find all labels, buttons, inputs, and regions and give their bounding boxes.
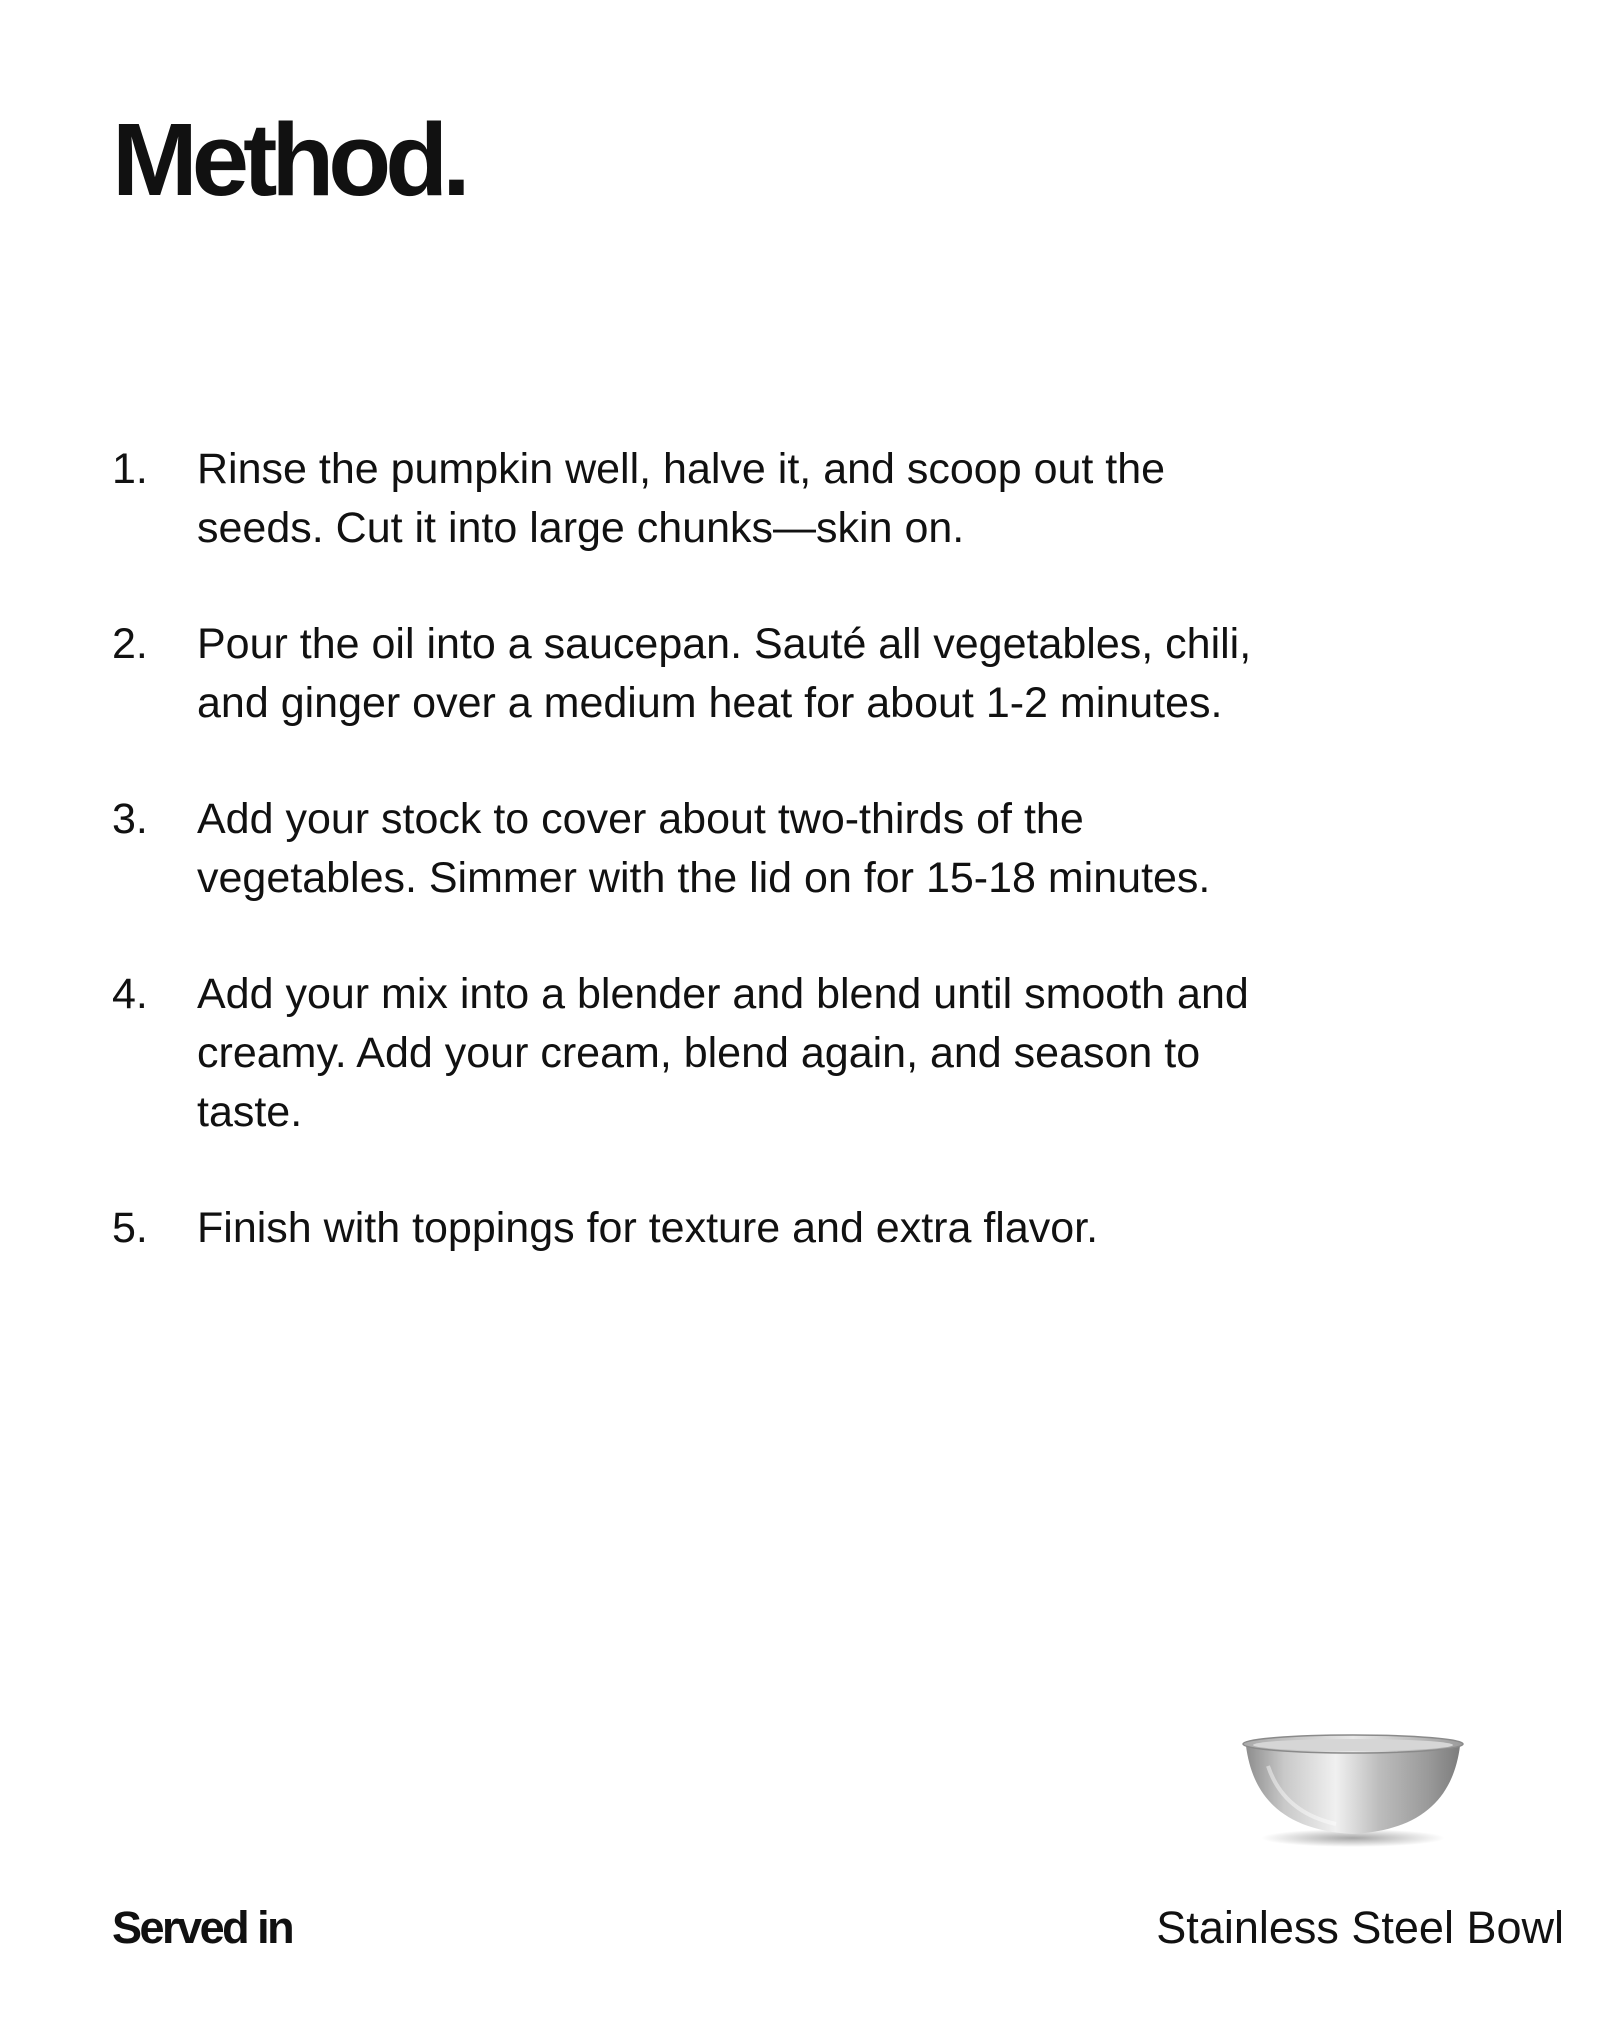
page-title: Method. xyxy=(112,102,465,217)
step-text xyxy=(197,440,1432,558)
step-3 xyxy=(112,790,1432,908)
step-2 xyxy=(112,615,1432,733)
step-text xyxy=(197,615,1432,733)
step-line: taste. xyxy=(197,1088,303,1136)
step-text xyxy=(197,790,1432,908)
step-text xyxy=(197,1199,1432,1258)
step-line: Add your mix into a blender and blend until smooth and xyxy=(197,970,1249,1018)
step-number: 2. xyxy=(112,620,148,668)
step-5 xyxy=(112,1199,1432,1258)
step-4 xyxy=(112,965,1432,1142)
step-text xyxy=(197,965,1432,1142)
step-1 xyxy=(112,440,1432,558)
step-line: Finish with toppings for texture and extra flavor. xyxy=(197,1204,1099,1252)
method-steps-list xyxy=(112,440,1432,1315)
step-line: seeds. Cut it into large chunks—skin on. xyxy=(197,504,965,552)
step-number: 5. xyxy=(112,1204,148,1252)
step-line: Add your stock to cover about two-thirds of the xyxy=(197,795,1084,843)
stainless-steel-bowl-icon xyxy=(1238,1730,1468,1848)
step-number: 4. xyxy=(112,970,148,1018)
step-line: vegetables. Simmer with the lid on for 15-18 minutes. xyxy=(197,854,1211,902)
step-line: and ginger over a medium heat for about 1-2 minutes. xyxy=(197,679,1223,727)
step-line: Rinse the pumpkin well, halve it, and scoop out the xyxy=(197,445,1166,493)
step-line: creamy. Add your cream, blend again, and season to xyxy=(197,1029,1201,1077)
served-in-value: Stainless Steel Bowl xyxy=(1156,1902,1564,1953)
served-in-label: Served in xyxy=(112,1902,293,1953)
step-number: 1. xyxy=(112,445,148,493)
step-number: 3. xyxy=(112,795,148,843)
step-line: Pour the oil into a saucepan. Sauté all vegetables, chili, xyxy=(197,620,1252,668)
